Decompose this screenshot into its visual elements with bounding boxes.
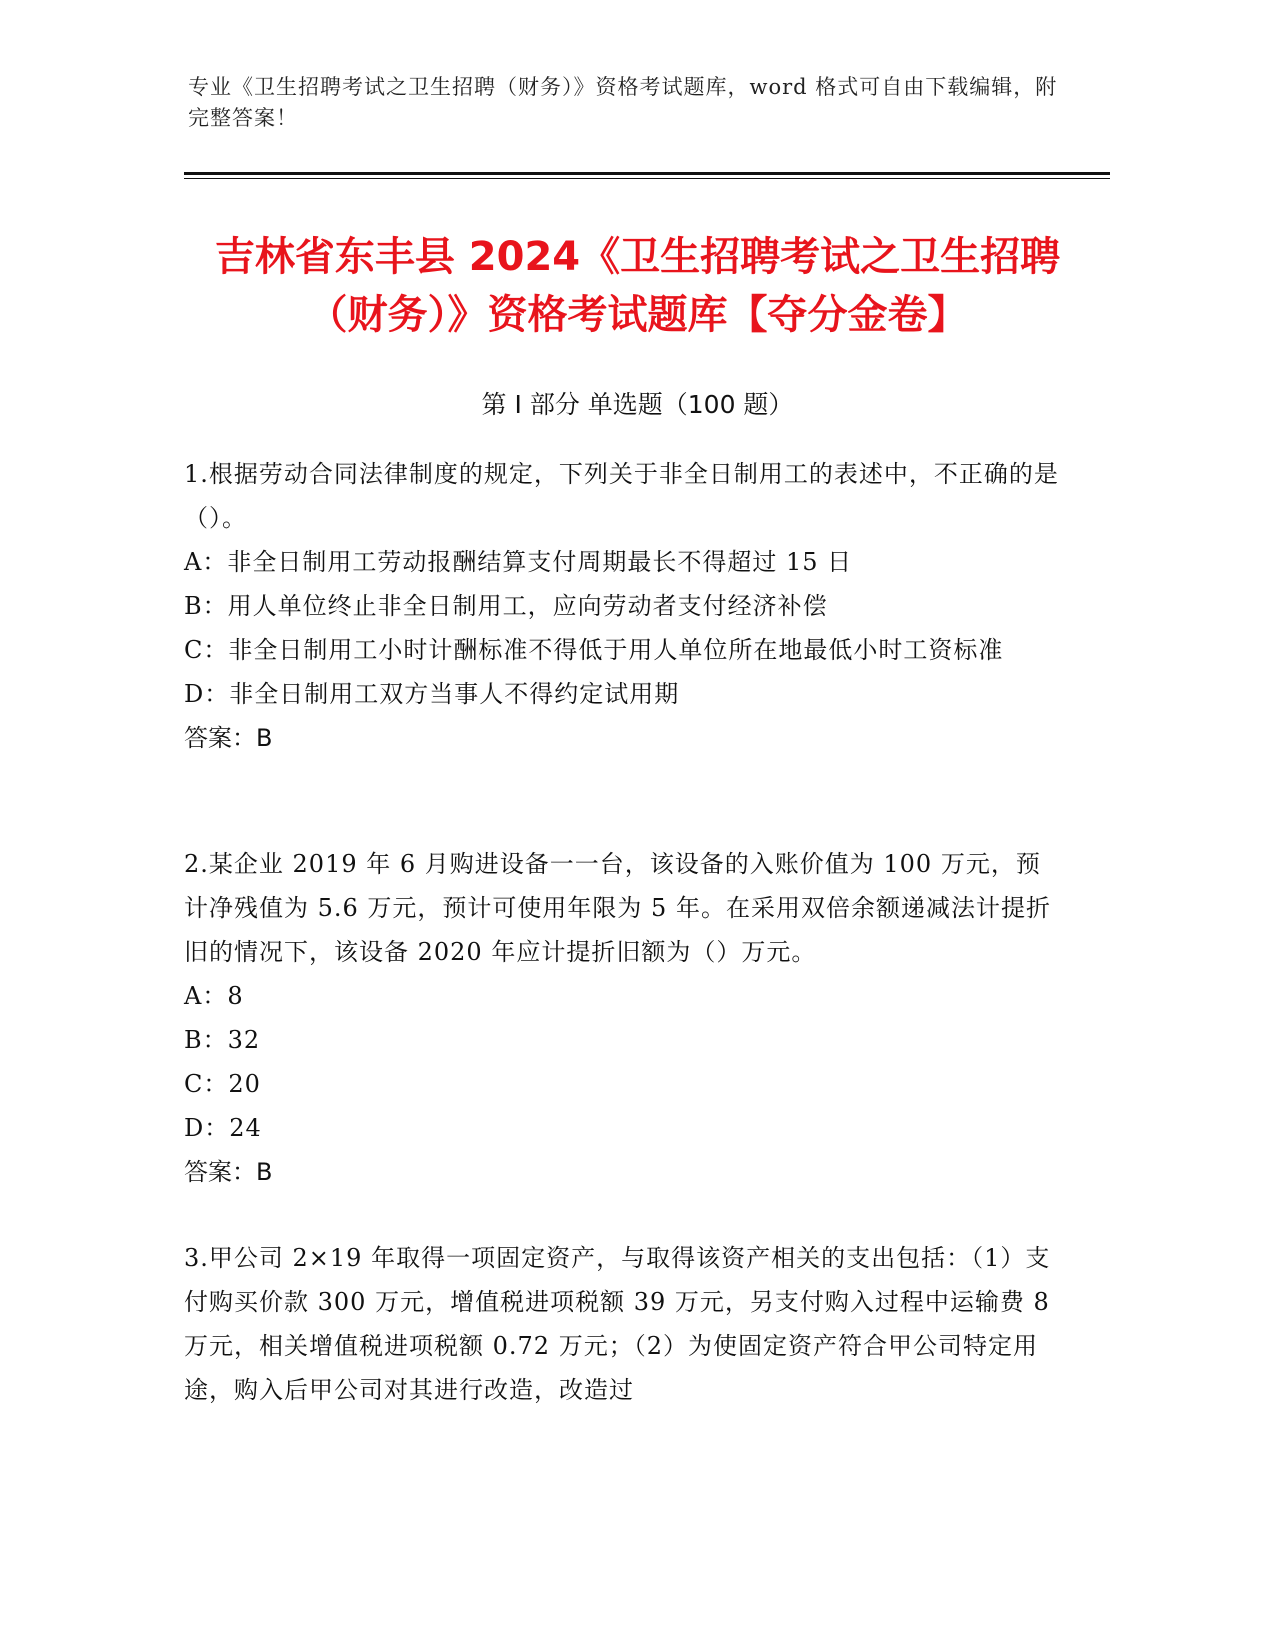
- question-1: [184, 452, 1064, 760]
- option-d: D：24: [184, 1114, 262, 1142]
- question-stem: 3.甲公司 2×19 年取得一项固定资产，与取得该资产相关的支出包括：（1）支付购买价款 300 万元，增值税进项税额 39 万元，另支付购入过程中运输费 8 万元，相关增值税进项税额 0.72 万元；（2）为使固定资产符合甲公司特定用途，购入后甲公司对其进行改造，改造过: [184, 1244, 1051, 1404]
- header-note: 专业《卫生招聘考试之卫生招聘（财务）》资格考试题库，word 格式可自由下载编辑，附完整答案！: [188, 75, 1058, 130]
- option-a: A：8: [184, 982, 244, 1010]
- header-rule-thin: [184, 178, 1110, 179]
- header-rule-thick: [184, 172, 1110, 175]
- section-title: 第 I 部分 单选题（100 题）: [481, 390, 794, 419]
- option-d: D：非全日制用工双方当事人不得约定试用期: [184, 680, 680, 708]
- question-stem: 1.根据劳动合同法律制度的规定，下列关于非全日制用工的表述中，不正确的是（）。: [184, 460, 1059, 532]
- option-b: B：用人单位终止非全日制用工，应向劳动者支付经济补偿: [184, 592, 828, 620]
- answer: 答案：B: [184, 724, 273, 752]
- question-stem: 2.某企业 2019 年 6 月购进设备一一台，该设备的入账价值为 100 万元，预计净残值为 5.6 万元，预计可使用年限为 5 年。在采用双倍余额递减法计提折旧的情况下，该设备 2020 年应计提折旧额为（）万元。: [184, 850, 1051, 966]
- document-title: 吉林省东丰县 2024《卫生招聘考试之卫生招聘（财务）》资格考试题库【夺分金卷】: [214, 234, 1061, 338]
- answer: 答案：B: [184, 1158, 273, 1186]
- question-3: [184, 1236, 1064, 1412]
- option-b: B：32: [184, 1026, 261, 1054]
- question-2: [184, 842, 1064, 1194]
- option-a: A：非全日制用工劳动报酬结算支付周期最长不得超过 15 日: [184, 548, 853, 576]
- option-c: C：非全日制用工小时计酬标准不得低于用人单位所在地最低小时工资标准: [184, 636, 1004, 664]
- option-c: C：20: [184, 1070, 261, 1098]
